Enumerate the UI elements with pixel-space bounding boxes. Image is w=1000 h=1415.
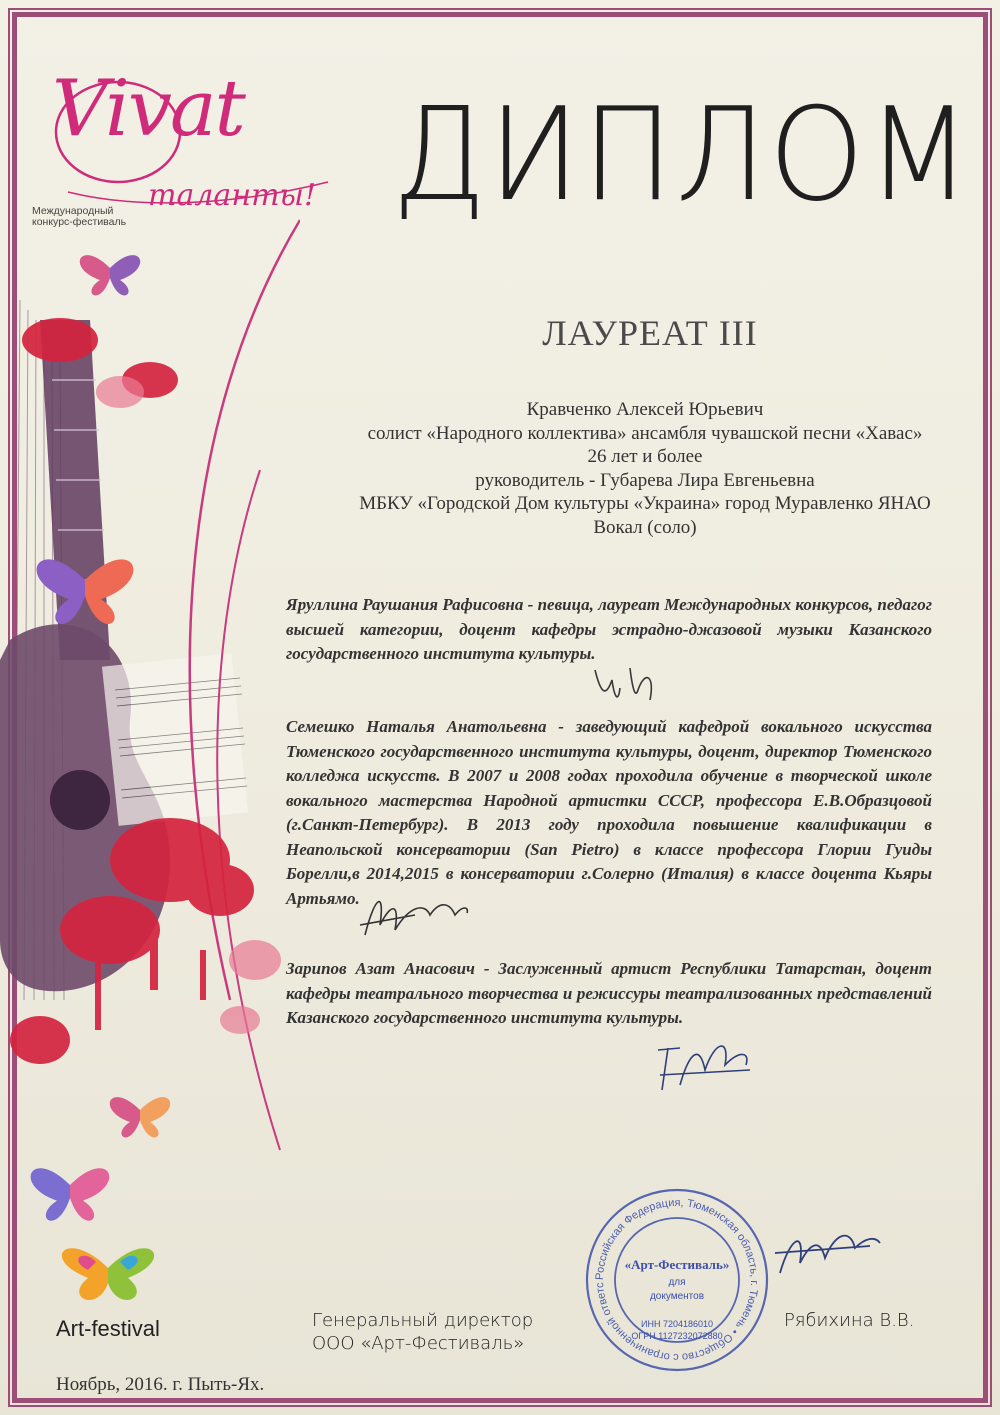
logo-subtitle-line1: Международный bbox=[32, 205, 114, 217]
guitar-soundhole-icon bbox=[50, 770, 110, 830]
butterfly-icon bbox=[80, 255, 140, 295]
stamp-seal-icon bbox=[584, 1187, 770, 1373]
jury-member-2: Семешко Наталья Анатольевна - заведующий кафедрой вокального искусства Тюменского государственного института культуры, доцент, директор Тюменского колледжа искусств. В 2007 и 2008 годах проходила обучение в творческой школе вокального мастерства Народной артистки СССР, профессора Е.В.Образцовой (г.Санкт-Петербург). В 2013 году проходила повышение квалификации в Неапольской консерватории (San Pietro) в классе профессора Глории Гуиды Борелли,в 2014,2015 в консерватории г.Солерно (Италия) в классе доцента Кьяры Артьямо. bbox=[286, 717, 932, 908]
official-stamp bbox=[584, 1187, 770, 1373]
award-details bbox=[300, 398, 990, 539]
logo-vivat-text: Vivat bbox=[52, 64, 244, 154]
stamp-docs: документов bbox=[649, 1291, 705, 1302]
director-title-line1: Генеральный директор bbox=[312, 1310, 534, 1331]
stamp-inn: ИНН 7204186010 bbox=[640, 1319, 714, 1329]
institution: МБКУ «Городской Дом культуры «Украина» город Муравленко ЯНАО bbox=[359, 493, 931, 514]
signature-1-icon bbox=[590, 660, 670, 710]
butterfly-icon bbox=[110, 1097, 170, 1137]
logo-talanty-text: таланты! bbox=[148, 178, 317, 213]
director-title bbox=[312, 1309, 533, 1355]
laureate-degree: ЛАУРЕАТ III bbox=[542, 313, 758, 353]
art-festival-logo-icon bbox=[62, 1248, 154, 1300]
border-right bbox=[983, 12, 988, 1403]
butterfly-icon bbox=[31, 1168, 110, 1221]
participant-name: Кравченко Алексей Юрьевич bbox=[526, 399, 764, 420]
participant-role: солист «Народного коллектива» ансамбля чувашской песни «Хавас» bbox=[367, 422, 923, 444]
age-category: 26 лет и более bbox=[587, 446, 703, 467]
signature-2-icon bbox=[355, 885, 475, 945]
stamp-org: «Арт-Фестиваль» bbox=[624, 1257, 730, 1272]
jury-member-1: Яруллина Раушания Рафисовна - певица, лауреат Международных конкурсов, педагог высшей категории, доцент кафедры эстрадно-джазовой музыки Казанского государственного института культуры. bbox=[286, 595, 932, 663]
director-signature-icon bbox=[770, 1218, 890, 1288]
sheet-music-icon bbox=[102, 653, 248, 826]
nomination: Вокал (соло) bbox=[593, 516, 697, 538]
supervisor: руководитель - Губарева Лира Евгеньевна bbox=[475, 469, 815, 491]
signature-3-icon bbox=[650, 1030, 760, 1095]
stamp-ogrn: ОГРН 1127232072880 bbox=[631, 1331, 723, 1341]
director-title-line2: ООО «Арт-Фестиваль» bbox=[312, 1333, 525, 1354]
logo-subtitle bbox=[32, 206, 126, 228]
stamp-for: для bbox=[668, 1277, 686, 1288]
issue-date: Ноябрь, 2016. г. Пыть-Ях. bbox=[56, 1374, 265, 1395]
stamp-ring-text: Российская Федерация, Тюменская область, г. Тюмень • Общество с ограниченной ответс bbox=[593, 1196, 761, 1364]
logo-subtitle-line2: конкурс-фестиваль bbox=[32, 216, 127, 228]
diploma-title: ДИПЛОМ bbox=[392, 81, 974, 230]
art-festival-brand: Art-festival bbox=[56, 1316, 160, 1341]
jury-member-3: Зарипов Азат Анасович - Заслуженный артист Республики Татарстан, доцент кафедры театрального творчества и режиссуры театрализованных представлений Казанского государственного института культуры. bbox=[286, 959, 932, 1027]
director-name: Рябихина В.В. bbox=[784, 1310, 915, 1331]
